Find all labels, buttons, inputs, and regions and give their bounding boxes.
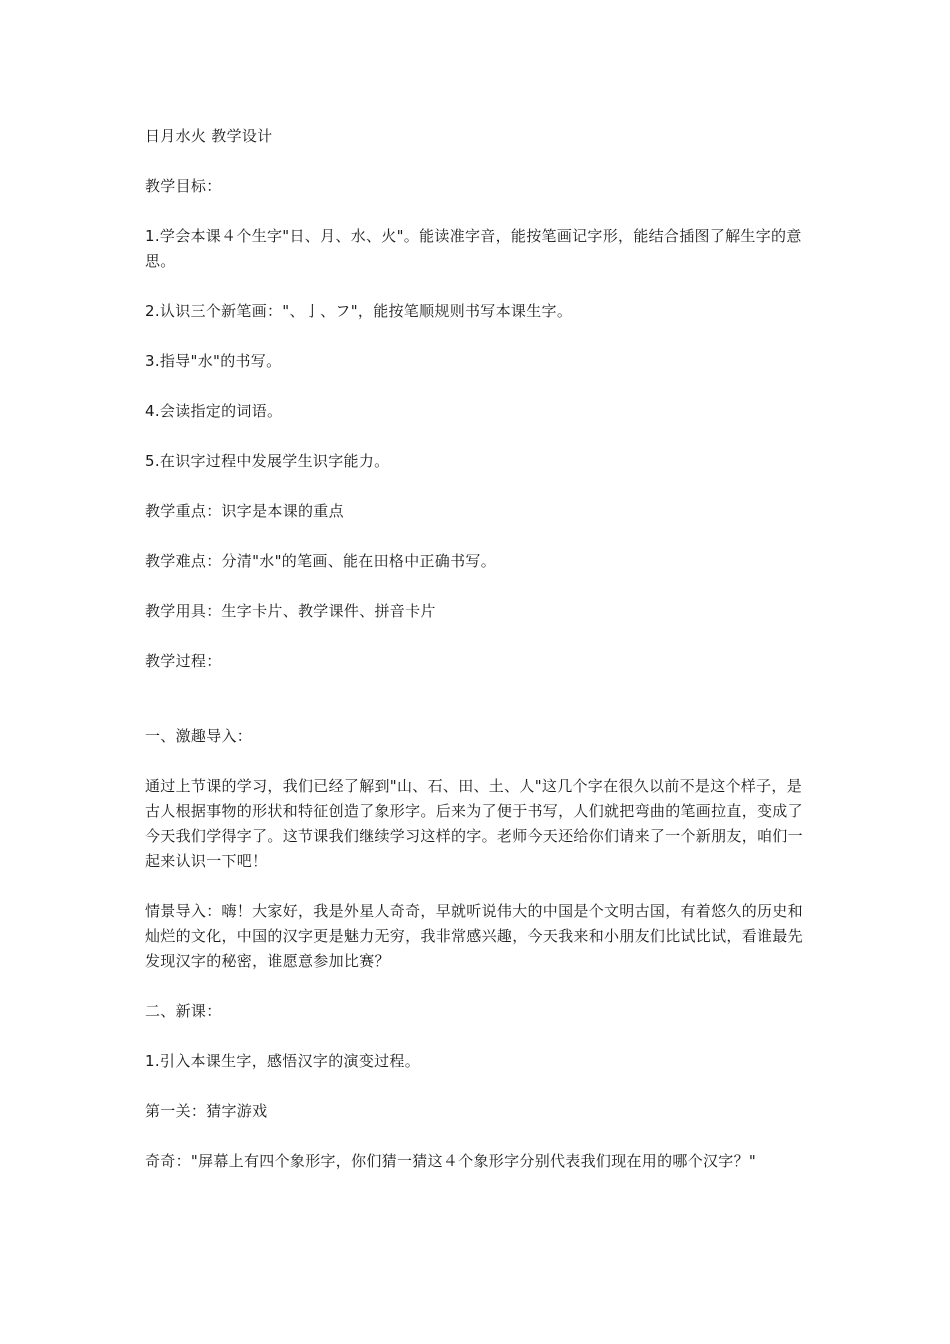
objective-item: 2.认识三个新笔画："、亅、フ"，能按笔顺规则书写本课生字。: [145, 302, 573, 320]
section2-heading: 二、新课：: [145, 1002, 222, 1020]
document-page: [145, 124, 810, 1199]
objective-item: 3.指导"水"的书写。: [145, 352, 282, 370]
scene-intro-paragraph: 情景导入：嗨！大家好，我是外星人奇奇，早就听说伟大的中国是个文明古国，有着悠久的历史和灿烂的文化，中国的汉字更是魅力无穷，我非常感兴趣，今天我来和小朋友们比试比试，看谁最先发现汉字的秘密，谁愿意参加比赛？: [145, 902, 803, 970]
objective-item: 4.会读指定的词语。: [145, 402, 283, 420]
objectives-heading: 教学目标：: [145, 177, 222, 195]
objective-item: 5.在识字过程中发展学生识字能力。: [145, 452, 390, 470]
blank-line: [145, 699, 810, 724]
qiqi-dialogue: 奇奇："屏幕上有四个象形字，你们猜一猜这４个象形字分别代表我们现在用的哪个汉字？": [145, 1152, 757, 1170]
difficulty: 教学难点：分清"水"的笔画、能在田格中正确书写。: [145, 552, 497, 570]
level1-heading: 第一关：猜字游戏: [145, 1102, 268, 1120]
section2-item: 1.引入本课生字，感悟汉字的演变过程。: [145, 1052, 421, 1070]
section1-heading: 一、激趣导入：: [145, 727, 253, 745]
document-title: 日月水火 教学设计: [145, 127, 273, 145]
key-point: 教学重点：识字是本课的重点: [145, 502, 344, 520]
section1-paragraph: 通过上节课的学习，我们已经了解到"山、石、田、土、人"这几个字在很久以前不是这个样子，是古人根据事物的形状和特征创造了象形字。后来为了便于书写，人们就把弯曲的笔画拉直，变成了今天我们学得字了。这节课我们继续学习这样的字。老师今天还给你们请来了一个新朋友，咱们一起来认识一下吧！: [145, 777, 803, 870]
objective-item: 1.学会本课４个生字"日、月、水、火"。能读准字音，能按笔画记字形，能结合插图了解生字的意思。: [145, 227, 802, 270]
process-heading: 教学过程：: [145, 652, 222, 670]
teaching-tools: 教学用具：生字卡片、教学课件、拼音卡片: [145, 602, 436, 620]
